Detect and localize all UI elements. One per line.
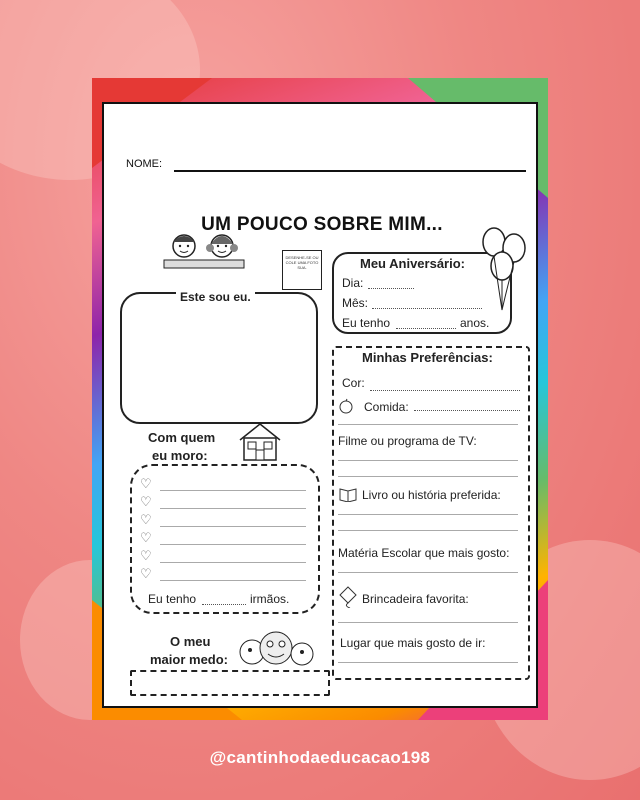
pref-subject-line[interactable] bbox=[338, 572, 518, 573]
fear-box[interactable] bbox=[130, 670, 330, 696]
pref-color-label: Cor: bbox=[342, 376, 365, 390]
pref-game-label: Brincadeira favorita: bbox=[362, 592, 469, 606]
age-suffix: anos. bbox=[460, 316, 490, 330]
balloons-icon bbox=[478, 224, 530, 314]
kite-icon bbox=[338, 586, 358, 608]
pref-place-label: Lugar que mais gosto de ir: bbox=[340, 636, 486, 650]
heart-icon: ♡ bbox=[140, 512, 152, 527]
kids-illustration bbox=[154, 230, 254, 270]
pref-book-line-1[interactable] bbox=[338, 514, 518, 515]
preferences-title: Minhas Preferências: bbox=[362, 350, 493, 365]
family-member-line[interactable] bbox=[160, 580, 306, 581]
pref-food-field[interactable] bbox=[414, 410, 520, 411]
watermark: @cantinhodaeducacao198 bbox=[209, 748, 431, 767]
siblings-suffix: irmãos. bbox=[250, 592, 290, 606]
preferences-box bbox=[332, 346, 530, 680]
fear-title-1: O meu bbox=[170, 634, 211, 649]
family-member-line[interactable] bbox=[160, 508, 306, 509]
pref-food-line-2[interactable] bbox=[338, 424, 518, 425]
birthday-month-label: Mês: bbox=[342, 296, 369, 310]
pref-book-line-2[interactable] bbox=[338, 530, 518, 531]
age-field[interactable] bbox=[396, 328, 456, 329]
pref-book-label: Livro ou história preferida: bbox=[362, 488, 501, 502]
family-member-line[interactable] bbox=[160, 526, 306, 527]
pref-subject-label: Matéria Escolar que mais gosto: bbox=[338, 546, 510, 560]
self-title: Este sou eu. bbox=[176, 290, 255, 304]
birthday-month-field[interactable] bbox=[372, 308, 482, 309]
apple-icon bbox=[338, 398, 354, 414]
pref-color-field[interactable] bbox=[370, 390, 520, 391]
colorful-frame bbox=[92, 78, 548, 720]
book-icon bbox=[338, 486, 358, 502]
worksheet bbox=[102, 102, 538, 708]
self-portrait-box[interactable] bbox=[120, 292, 318, 424]
family-member-line[interactable] bbox=[160, 490, 306, 491]
birthday-title: Meu Aniversário: bbox=[360, 256, 465, 271]
birthday-day-field[interactable] bbox=[368, 288, 414, 289]
family-title-1: Com quem bbox=[148, 430, 216, 445]
speech-bubble: DESENHE-SE OU COLE UMA FOTO SUA. bbox=[282, 250, 322, 290]
family-title-2: eu moro: bbox=[152, 448, 208, 463]
pref-show-line-1[interactable] bbox=[338, 460, 518, 461]
house-icon bbox=[236, 422, 284, 462]
name-line[interactable] bbox=[174, 170, 526, 172]
siblings-prefix: Eu tenho bbox=[148, 592, 197, 606]
heart-icon: ♡ bbox=[140, 548, 152, 563]
family-member-line[interactable] bbox=[160, 544, 306, 545]
pref-show-line-2[interactable] bbox=[338, 476, 518, 477]
heart-icon: ♡ bbox=[140, 530, 152, 545]
birthday-day-label: Dia: bbox=[342, 276, 364, 290]
family-member-line[interactable] bbox=[160, 562, 306, 563]
pref-game-line[interactable] bbox=[338, 622, 518, 623]
heart-icon: ♡ bbox=[140, 494, 152, 509]
heart-icon: ♡ bbox=[140, 476, 152, 491]
age-prefix: Eu tenho bbox=[342, 316, 391, 330]
pref-food-label: Comida: bbox=[364, 400, 409, 414]
pref-place-line[interactable] bbox=[338, 662, 518, 663]
pref-show-label: Filme ou programa de TV: bbox=[338, 434, 477, 448]
fear-title-2: maior medo: bbox=[150, 652, 229, 667]
siblings-field[interactable] bbox=[202, 604, 246, 605]
heart-icon: ♡ bbox=[140, 566, 152, 581]
page-title: UM POUCO SOBRE MIM... bbox=[201, 214, 443, 235]
name-label: NOME: bbox=[126, 158, 163, 170]
monsters-illustration bbox=[232, 622, 320, 672]
